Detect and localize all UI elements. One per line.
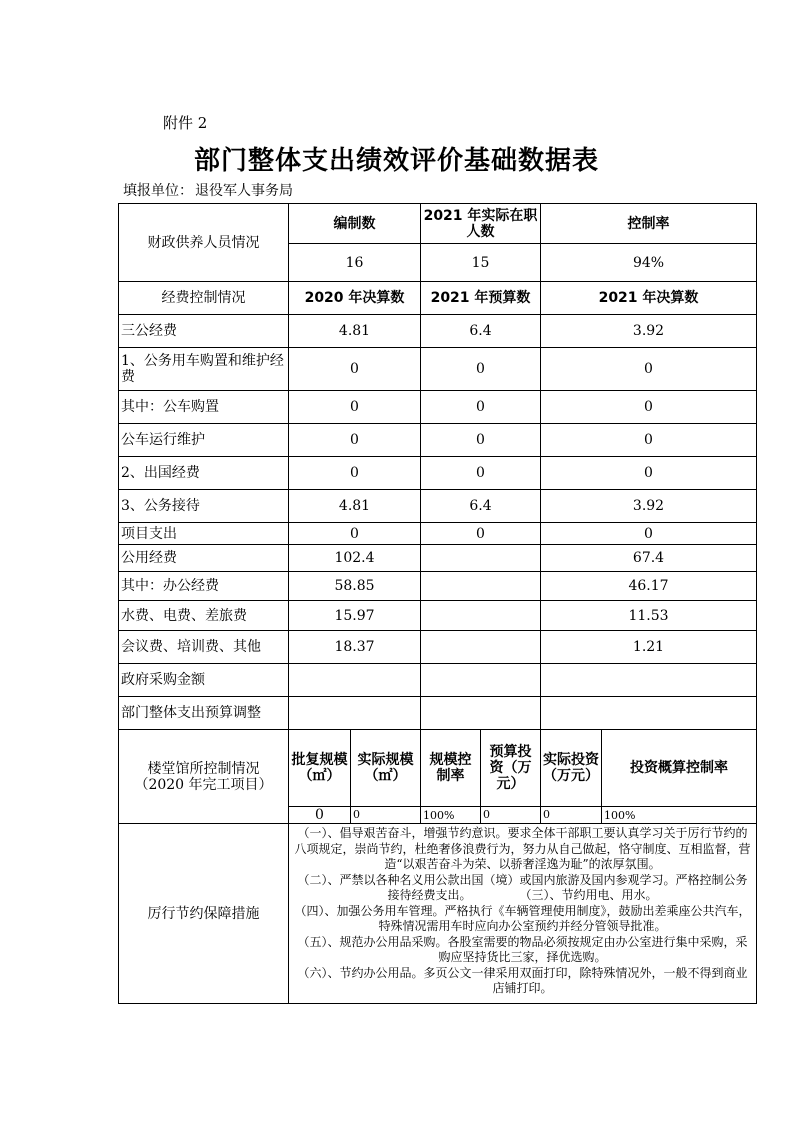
building-value-approved-scale: 0	[289, 807, 351, 824]
measures-content	[289, 824, 757, 1004]
row-label: 三公经费	[119, 315, 289, 348]
staff-value-actual: 15	[421, 244, 541, 282]
measure-item: （一）、倡导艰苦奋斗，增强节约意识。要求全体干部职工要认真学习关于厉行节约的八项规定，崇尚节约，杜绝奢侈浪费行为，努力从自己做起，恪守制度、互相监督，营造“以艰苦奋斗为荣、以骄奢淫逸为耻”的浓厚氛围。	[294, 826, 751, 871]
table-row	[119, 601, 757, 631]
row-value-2021-budget	[421, 697, 541, 730]
building-value-actual-invest: 0	[541, 807, 602, 824]
table-row	[119, 523, 757, 545]
table-row	[119, 424, 757, 457]
table-row	[119, 315, 757, 348]
staff-label: 财政供养人员情况	[119, 204, 289, 282]
row-value-2021-final: 3.92	[541, 315, 757, 348]
row-label: 水费、电费、差旅费	[119, 601, 289, 631]
row-value-2021-budget: 0	[421, 348, 541, 391]
table-row	[119, 545, 757, 572]
building-header-approved-scale: 批复规模（㎡）	[289, 730, 351, 807]
table-row	[119, 572, 757, 601]
row-label: 2、出国经费	[119, 457, 289, 490]
row-value-2021-final: 67.4	[541, 545, 757, 572]
row-value-2020: 102.4	[289, 545, 421, 572]
row-value-2021-final: 0	[541, 348, 757, 391]
row-value-2021-final: 0	[541, 523, 757, 545]
building-header-invest-rate: 投资概算控制率	[602, 730, 757, 807]
building-value-actual-scale: 0	[351, 807, 421, 824]
row-label: 公用经费	[119, 545, 289, 572]
table-row	[119, 457, 757, 490]
row-label: 其中：办公经费	[119, 572, 289, 601]
building-header-actual-invest: 实际投资（万元）	[541, 730, 602, 807]
table-row	[119, 391, 757, 424]
row-label: 1、公务用车购置和维护经费	[119, 348, 289, 391]
building-label-line2: （2020 年完工项目）	[134, 776, 273, 793]
table-row	[119, 490, 757, 523]
row-value-2021-budget: 6.4	[421, 315, 541, 348]
table-row	[119, 664, 757, 697]
building-header-scale-rate: 规模控制率	[421, 730, 481, 807]
row-value-2020: 4.81	[289, 315, 421, 348]
expense-label: 经费控制情况	[119, 282, 289, 315]
row-value-2020	[289, 697, 421, 730]
measure-item: （六）、节约办公用品。多页公文一律采用双面打印，除特殊情况外，一般不得到商业店铺打印。	[297, 965, 748, 995]
row-value-2020: 0	[289, 457, 421, 490]
measure-item: （四）、加强公务用车管理。严格执行《车辆管理使用制度》，鼓励出差乘座公共汽车，特殊情况需用车时应向办公室预约并经分管领导批准。	[294, 903, 751, 933]
building-header-actual-scale: 实际规模（㎡）	[351, 730, 421, 807]
row-value-2021-budget	[421, 572, 541, 601]
row-value-2021-final: 11.53	[541, 601, 757, 631]
reporting-unit-label: 填报单位：	[123, 183, 193, 199]
staff-header-rate: 控制率	[541, 204, 757, 244]
row-label: 其中：公车购置	[119, 391, 289, 424]
row-value-2021-budget: 0	[421, 457, 541, 490]
table-row	[119, 348, 757, 391]
row-value-2020: 18.37	[289, 631, 421, 664]
row-label: 公车运行维护	[119, 424, 289, 457]
row-value-2021-budget: 0	[421, 391, 541, 424]
expense-header-2020: 2020 年决算数	[289, 282, 421, 315]
performance-data-table	[118, 203, 757, 1004]
table-row	[119, 631, 757, 664]
expense-header-2021-budget: 2021 年预算数	[421, 282, 541, 315]
reporting-unit-value: 退役军人事务局	[195, 183, 293, 199]
staff-header-quota: 编制数	[289, 204, 421, 244]
staff-header-actual: 2021 年实际在职人数	[421, 204, 541, 244]
row-value-2021-final: 0	[541, 457, 757, 490]
page-title: 部门整体支出绩效评价基础数据表	[193, 146, 599, 176]
row-label: 3、公务接待	[119, 490, 289, 523]
measures-label: 厉行节约保障措施	[119, 824, 289, 1004]
building-value-invest-rate: 100%	[602, 807, 757, 824]
row-value-2021-final: 46.17	[541, 572, 757, 601]
row-value-2020: 58.85	[289, 572, 421, 601]
row-value-2021-budget	[421, 601, 541, 631]
attachment-label: 附件 2	[163, 114, 208, 132]
row-label: 项目支出	[119, 523, 289, 545]
row-label: 政府采购金额	[119, 664, 289, 697]
row-value-2021-final: 0	[541, 391, 757, 424]
row-value-2020: 0	[289, 424, 421, 457]
row-label: 部门整体支出预算调整	[119, 697, 289, 730]
measure-item: （二）、严禁以各种名义用公款出国（境）或国内旅游及国内参观学习。严格控制公务接待经费支出。 （三）、节约用电、用水。	[297, 872, 748, 902]
row-value-2021-final: 1.21	[541, 631, 757, 664]
row-value-2020: 4.81	[289, 490, 421, 523]
row-value-2021-budget: 0	[421, 523, 541, 545]
row-value-2020: 0	[289, 348, 421, 391]
row-value-2021-budget: 0	[421, 424, 541, 457]
table-row	[119, 697, 757, 730]
row-value-2021-budget	[421, 545, 541, 572]
row-value-2021-final	[541, 697, 757, 730]
row-value-2021-final: 3.92	[541, 490, 757, 523]
building-value-budget-invest: 0	[481, 807, 541, 824]
row-value-2021-budget: 6.4	[421, 490, 541, 523]
building-label-line1: 楼堂馆所控制情况	[147, 760, 260, 777]
row-value-2020: 15.97	[289, 601, 421, 631]
row-value-2020: 0	[289, 391, 421, 424]
row-value-2020: 0	[289, 523, 421, 545]
building-header-budget-invest: 预算投资（万元）	[481, 730, 541, 807]
building-label	[119, 730, 289, 824]
row-value-2021-budget	[421, 664, 541, 697]
reporting-unit	[121, 180, 293, 200]
row-label: 会议费、培训费、其他	[119, 631, 289, 664]
row-value-2021-budget	[421, 631, 541, 664]
row-value-2021-final: 0	[541, 424, 757, 457]
measure-item: （五）、规范办公用品采购。各股室需要的物品必须按规定由办公室进行集中采购，采购应坚持货比三家，择优选购。	[297, 934, 748, 964]
expense-header-2021-final: 2021 年决算数	[541, 282, 757, 315]
staff-value-quota: 16	[289, 244, 421, 282]
row-value-2020	[289, 664, 421, 697]
building-value-scale-rate: 100%	[421, 807, 481, 824]
row-value-2021-final	[541, 664, 757, 697]
staff-value-rate: 94%	[541, 244, 757, 282]
